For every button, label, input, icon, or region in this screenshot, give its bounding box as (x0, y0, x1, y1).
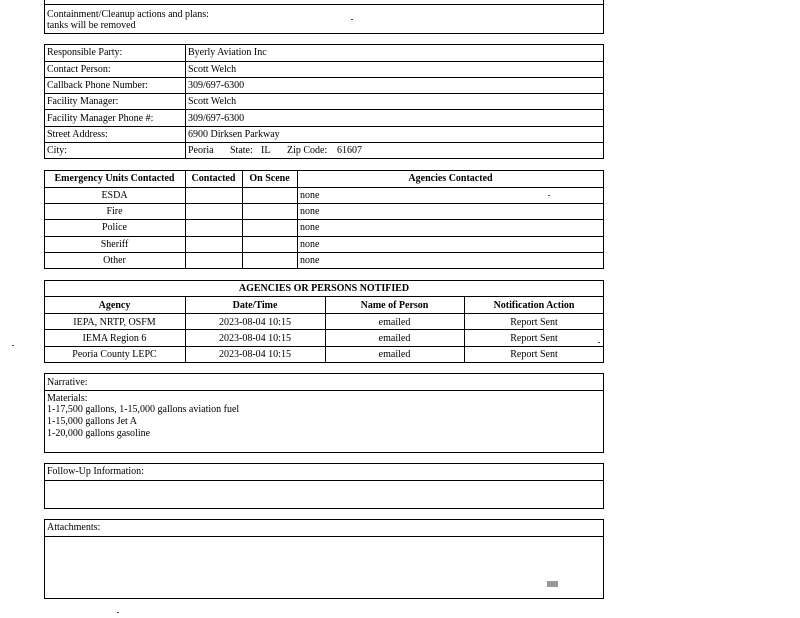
emergency-agencies: none (300, 206, 320, 217)
party-value-3: Scott Welch (188, 96, 237, 107)
emergency-unit: Sheriff (100, 239, 129, 250)
notified-person: emailed (378, 317, 411, 328)
emergency-header-onscene: On Scene (249, 173, 290, 184)
narrative-line: 1-15,000 gallons Jet A (47, 416, 137, 427)
notified-datetime: 2023-08-04 10:15 (219, 333, 291, 344)
scan-mark (547, 581, 558, 587)
notified-header-agency: Agency (98, 300, 131, 311)
attachments-label: Attachments: (47, 522, 101, 533)
narrative-line: 1-17,500 gallons, 1-15,000 gallons aviation fuel (47, 404, 240, 415)
zip-label: Zip Code: (287, 145, 328, 156)
emergency-agencies: none (300, 222, 320, 233)
notified-person: emailed (378, 349, 411, 360)
attachments-box (44, 519, 604, 599)
party-label-5: Street Address: (47, 129, 108, 140)
emergency-agencies: none (300, 239, 320, 250)
party-value-4: 309/697-6300 (188, 113, 245, 124)
party-value-2: 309/697-6300 (188, 80, 245, 91)
emergency-header-contacted: Contacted (191, 173, 236, 184)
emergency-unit: Police (102, 222, 127, 233)
narrative-label: Narrative: (47, 377, 88, 388)
party-label-0: Responsible Party: (47, 47, 123, 58)
notified-title: AGENCIES OR PERSONS NOTIFIED (238, 283, 410, 294)
state-value: IL (261, 145, 271, 156)
notified-person: emailed (378, 333, 411, 344)
city-label: City: (47, 145, 68, 156)
emergency-header-unit: Emergency Units Contacted (54, 173, 175, 184)
narrative-line: 1-20,000 gallons gasoline (47, 428, 151, 439)
party-value-5: 6900 Dirksen Parkway (188, 129, 280, 140)
notified-agency: IEPA, NRTP, OSFM (73, 317, 156, 328)
party-label-2: Callback Phone Number: (47, 80, 149, 91)
state-label: State: (230, 145, 253, 156)
emergency-unit: Fire (106, 206, 123, 217)
notified-action: Report Sent (510, 333, 558, 344)
emergency-agencies: none (300, 190, 320, 201)
party-label-1: Contact Person: (47, 64, 111, 75)
city-value: Peoria (188, 145, 214, 156)
notified-header-datetime: Date/Time (232, 300, 278, 311)
notified-datetime: 2023-08-04 10:15 (219, 349, 291, 360)
containment-value: tanks will be removed (47, 20, 136, 31)
emergency-unit: ESDA (101, 190, 128, 201)
emergency-unit: Other (103, 255, 126, 266)
zip-value: 61607 (337, 145, 362, 156)
narrative-line: Materials: (47, 393, 88, 404)
emergency-agencies: none (300, 255, 320, 266)
containment-label: Containment/Cleanup actions and plans: (47, 9, 209, 20)
party-label-3: Facility Manager: (47, 96, 119, 107)
notified-action: Report Sent (510, 317, 558, 328)
party-label-4: Facility Manager Phone #: (47, 113, 154, 124)
emergency-header-agencies: Agencies Contacted (408, 173, 493, 184)
notified-agency: Peoria County LEPC (72, 349, 157, 360)
party-value-0: Byerly Aviation Inc (188, 47, 267, 58)
party-value-1: Scott Welch (188, 64, 237, 75)
notified-header-person: Name of Person (360, 300, 429, 311)
notified-datetime: 2023-08-04 10:15 (219, 317, 291, 328)
notified-header-action: Notification Action (493, 300, 575, 311)
notified-action: Report Sent (510, 349, 558, 360)
notified-agency: IEMA Region 6 (82, 333, 147, 344)
followup-label: Follow-Up Information: (47, 466, 144, 477)
